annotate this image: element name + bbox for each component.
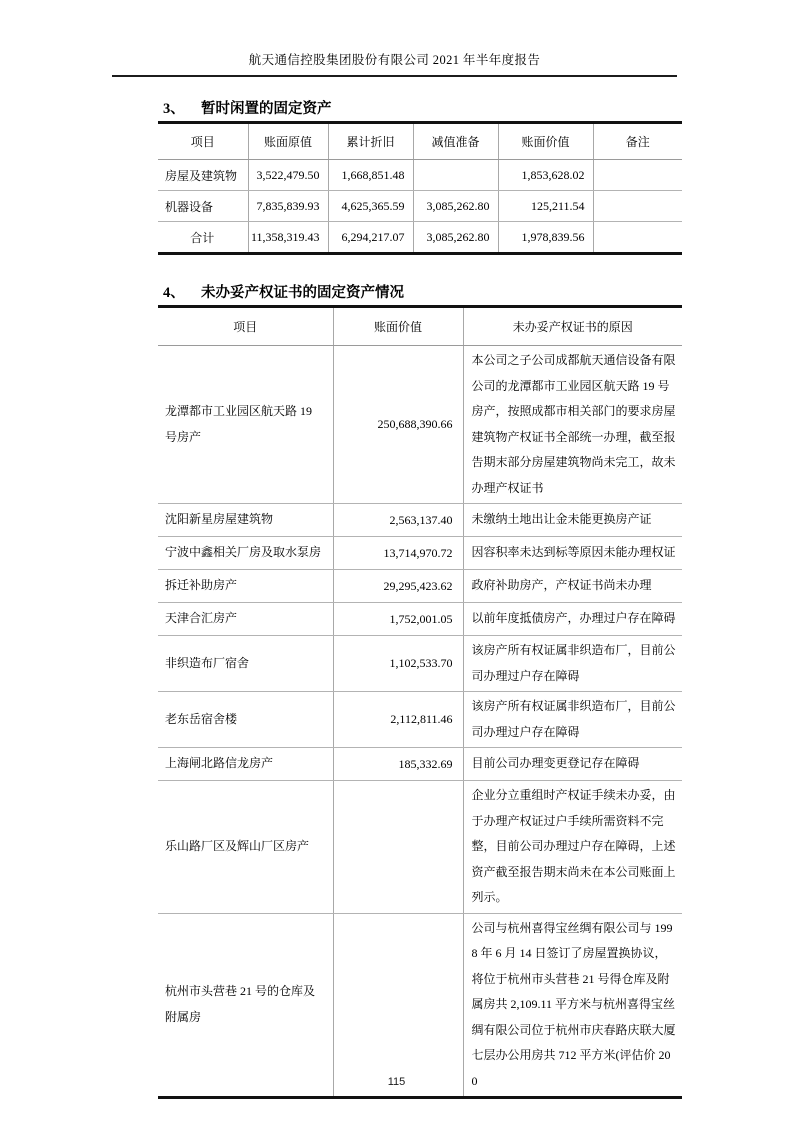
column-header-impairment-provision: 减值准备 [413,124,498,160]
column-header-note: 备注 [593,124,682,160]
cell-book-value: 29,295,423.62 [333,570,463,603]
cell-original-value: 7,835,839.93 [248,191,328,222]
cell-item: 机器设备 [158,191,248,222]
section-3-heading [158,97,682,124]
cell-reason: 企业分立重组时产权证手续未办妥，由于办理产权证过户手续所需资料不完整，目前公司办理过户存在障碍，上述资产截至报告期末尚未在本公司账面上列示。 [463,781,682,914]
section-3-title: 暂时闲置的固定资产 [201,101,332,117]
cell-accumulated-depreciation: 4,625,365.59 [328,191,413,222]
cell-item-total: 合计 [190,230,215,245]
cell-accumulated-depreciation: 6,294,217.07 [328,222,413,254]
section-3-number: 3、 [163,101,185,117]
uncertificated-fixed-assets-table [158,308,682,1099]
table-header-row [158,308,682,346]
page-number: 115 [387,1076,406,1088]
cell-reason: 公司与杭州喜得宝丝绸有限公司与 1998 年 6 月 14 日签订了房屋置换协议，将位于杭州市头营巷 21 号得仓库及附属房共 2,109.11 平方米与杭州喜得宝丝绸有限公司位于杭州市庆春路庆联大厦七层办公用房共 712 平方米(评估价 200 [463,913,682,1098]
table-row [158,692,682,748]
table-row [158,160,682,191]
table-row [158,781,682,914]
cell-reason: 因容积率未达到标等原因未能办理权证 [463,537,682,570]
cell-accumulated-depreciation: 1,668,851.48 [328,160,413,191]
cell-book-value: 1,752,001.05 [333,603,463,636]
cell-impairment-provision: 3,085,262.80 [413,222,498,254]
cell-reason: 政府补助房产，产权证书尚未办理 [463,570,682,603]
cell-original-value: 11,358,319.43 [248,222,328,254]
cell-reason: 本公司之子公司成都航天通信设备有限公司的龙潭都市工业园区航天路 19 号房产，按照成都市相关部门的要求房屋建筑物产权证书全部统一办理，截至报告期末部分房屋建筑物尚未完工，故未办理产权证书 [463,346,682,504]
column-header-item: 项目 [158,124,248,160]
table-row [158,748,682,781]
cell-book-value: 2,563,137.40 [333,504,463,537]
table-row [158,191,682,222]
cell-note [593,222,682,254]
cell-book-value: 125,211.54 [498,191,593,222]
section-4-number: 4、 [163,285,185,301]
cell-note [593,160,682,191]
cell-book-value: 1,853,628.02 [498,160,593,191]
cell-item: 拆迁补助房产 [158,570,333,603]
table-row [158,537,682,570]
cell-book-value: 250,688,390.66 [333,346,463,504]
cell-item: 乐山路厂区及辉山厂区房产 [158,781,333,914]
cell-item: 龙潭都市工业园区航天路 19 号房产 [158,346,333,504]
cell-book-value [333,781,463,914]
cell-item: 非织造布厂宿舍 [158,636,333,692]
column-header-accumulated-depreciation: 累计折旧 [328,124,413,160]
cell-note [593,191,682,222]
cell-book-value: 1,102,533.70 [333,636,463,692]
section-4-heading [158,281,682,308]
cell-item: 老东岳宿舍楼 [158,692,333,748]
cell-book-value: 13,714,970.72 [333,537,463,570]
cell-original-value: 3,522,479.50 [248,160,328,191]
table-header-row [158,124,682,160]
column-header-original-value: 账面原值 [248,124,328,160]
cell-reason: 目前公司办理变更登记存在障碍 [463,748,682,781]
cell-reason: 该房产所有权证属非织造布厂，目前公司办理过户存在障碍 [463,692,682,748]
cell-reason: 以前年度抵债房产，办理过户存在障碍 [463,603,682,636]
cell-impairment-provision [413,160,498,191]
table-row [158,636,682,692]
column-header-reason: 未办妥产权证书的原因 [463,308,682,346]
report-title: 航天通信控股集团股份有限公司 2021 年半年度报告 [248,53,541,67]
cell-reason: 该房产所有权证属非织造布厂，目前公司办理过户存在障碍 [463,636,682,692]
cell-item: 天津合汇房产 [158,603,333,636]
document-header [112,50,677,77]
cell-book-value: 1,978,839.56 [498,222,593,254]
cell-book-value [333,913,463,1098]
table-row [158,603,682,636]
cell-reason: 未缴纳土地出让金未能更换房产证 [463,504,682,537]
cell-item: 沈阳新星房屋建筑物 [158,504,333,537]
column-header-book-value: 账面价值 [333,308,463,346]
cell-book-value: 185,332.69 [333,748,463,781]
table-row [158,570,682,603]
table-row [158,913,682,1098]
table-row [158,346,682,504]
cell-book-value: 2,112,811.46 [333,692,463,748]
cell-item: 房屋及建筑物 [158,160,248,191]
table-total-row [158,222,682,254]
cell-item: 杭州市头营巷 21 号的仓库及附属房 [165,984,316,1024]
idle-fixed-assets-table [158,124,682,255]
section-4-title: 未办妥产权证书的固定资产情况 [201,285,404,301]
cell-impairment-provision: 3,085,262.80 [413,191,498,222]
cell-item: 上海闸北路信龙房产 [158,748,333,781]
cell-item: 宁波中鑫相关厂房及取水泵房 [158,537,333,570]
column-header-item: 项目 [158,308,333,346]
table-row [158,504,682,537]
column-header-book-value: 账面价值 [498,124,593,160]
